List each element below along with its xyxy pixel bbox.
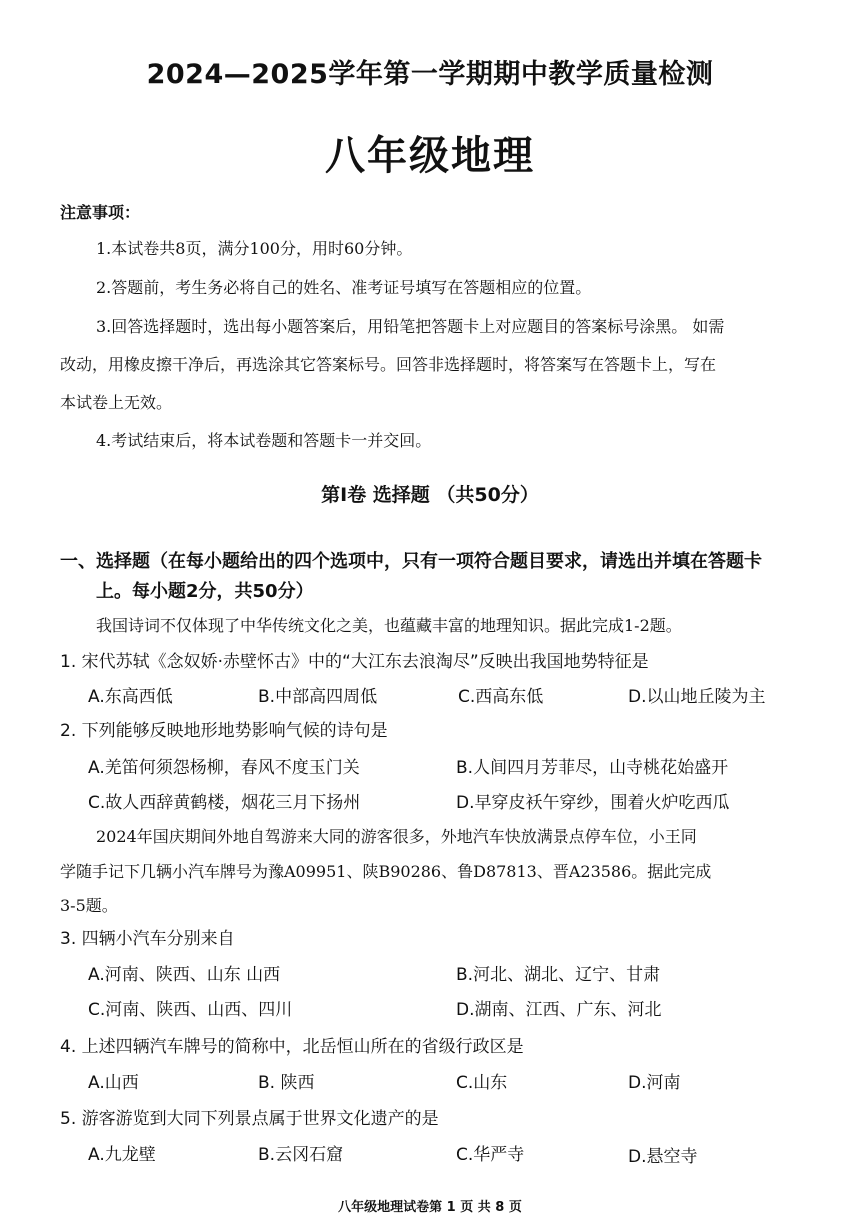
question-1-stem: 1. 宋代苏轼《念奴娇·赤壁怀古》中的“大江东去浪淘尽”反映出我国地势特征是 — [60, 652, 649, 672]
question-2-option-c: C.故人西辞黄鹤楼，烟花三月下扬州 — [88, 793, 361, 813]
question-5-option-c: C.华严寺 — [456, 1145, 525, 1165]
notice-item-3-line-1: 3.回答选择题时，选出每小题答案后，用铅笔把答题卡上对应题目的答案标号涂黑。 如需 — [96, 317, 725, 336]
reading-intro-2-line-3: 3-5题。 — [60, 896, 118, 915]
question-5-option-b: B.云冈石窟 — [258, 1145, 344, 1165]
question-1-option-a: A.东高西低 — [88, 687, 173, 707]
question-4-option-a: A.山西 — [88, 1073, 139, 1093]
question-4-stem: 4. 上述四辆汽车牌号的简称中，北岳恒山所在的省级行政区是 — [60, 1037, 524, 1057]
question-3-option-a: A.河南、陕西、山东 山西 — [88, 965, 281, 985]
question-4-option-c: C.山东 — [456, 1073, 508, 1093]
question-2-stem: 2. 下列能够反映地形地势影响气候的诗句是 — [60, 721, 388, 741]
question-3-option-d: D.湖南、江西、广东、河北 — [456, 1000, 662, 1020]
notice-heading: 注意事项： — [60, 203, 141, 222]
question-2-option-a: A.羌笛何须怨杨柳，春风不度玉门关 — [88, 758, 360, 778]
question-2-option-b: B.人间四月芳菲尽，山寺桃花始盛开 — [456, 758, 729, 778]
notice-item-4: 4.考试结束后，将本试卷题和答题卡一并交回。 — [96, 431, 432, 450]
reading-intro-1: 我国诗词不仅体现了中华传统文化之美，也蕴藏丰富的地理知识。据此完成1-2题。 — [96, 616, 682, 635]
question-4-option-b: B. 陕西 — [258, 1073, 315, 1093]
page-footer: 八年级地理试卷第 1 页 共 8 页 — [338, 1200, 522, 1215]
question-5-option-a: A.九龙壁 — [88, 1145, 156, 1165]
question-1-option-d: D.以山地丘陵为主 — [628, 687, 766, 707]
notice-item-3-line-3: 本试卷上无效。 — [60, 393, 173, 412]
notice-item-3-line-2: 改动，用橡皮擦干净后，再选涂其它答案标号。回答非选择题时，将答案写在答题卡上，写在 — [60, 355, 717, 374]
section-title: 第Ⅰ卷 选择题 （共50分） — [321, 484, 539, 506]
question-5-stem: 5. 游客游览到大同下列景点属于世界文化遗产的是 — [60, 1109, 439, 1129]
notice-item-1: 1.本试卷共8页，满分100分，用时60分钟。 — [96, 239, 413, 258]
question-3-option-b: B.河北、湖北、辽宁、甘肃 — [456, 965, 661, 985]
subject-title: 八年级地理 — [325, 133, 535, 179]
question-5-option-d: D.悬空寺 — [628, 1147, 698, 1167]
question-2-option-d: D.早穿皮袄午穿纱，围着火炉吃西瓜 — [456, 793, 730, 813]
question-3-option-c: C.河南、陕西、山西、四川 — [88, 1000, 293, 1020]
question-3-stem: 3. 四辆小汽车分别来自 — [60, 929, 235, 949]
part-heading-line-2: 上。每小题2分，共50分） — [96, 581, 314, 602]
reading-intro-2-line-1: 2024年国庆期间外地自驾游来大同的游客很多，外地汽车快放满景点停车位，小王同 — [96, 827, 697, 846]
exam-title: 2024—2025学年第一学期期中教学质量检测 — [146, 59, 714, 90]
reading-intro-2-line-2: 学随手记下几辆小汽车牌号为豫A09951、陕B90286、鲁D87813、晋A23586。据此完成 — [60, 862, 712, 881]
question-4-option-d: D.河南 — [628, 1073, 681, 1093]
question-1-option-c: C.西高东低 — [458, 687, 544, 707]
notice-item-2: 2.答题前，考生务必将自己的姓名、准考证号填写在答题相应的位置。 — [96, 278, 592, 297]
part-heading-line-1: 一、选择题（在每小题给出的四个选项中，只有一项符合题目要求，请选出并填在答题卡 — [60, 551, 762, 572]
question-1-option-b: B.中部高四周低 — [258, 687, 378, 707]
